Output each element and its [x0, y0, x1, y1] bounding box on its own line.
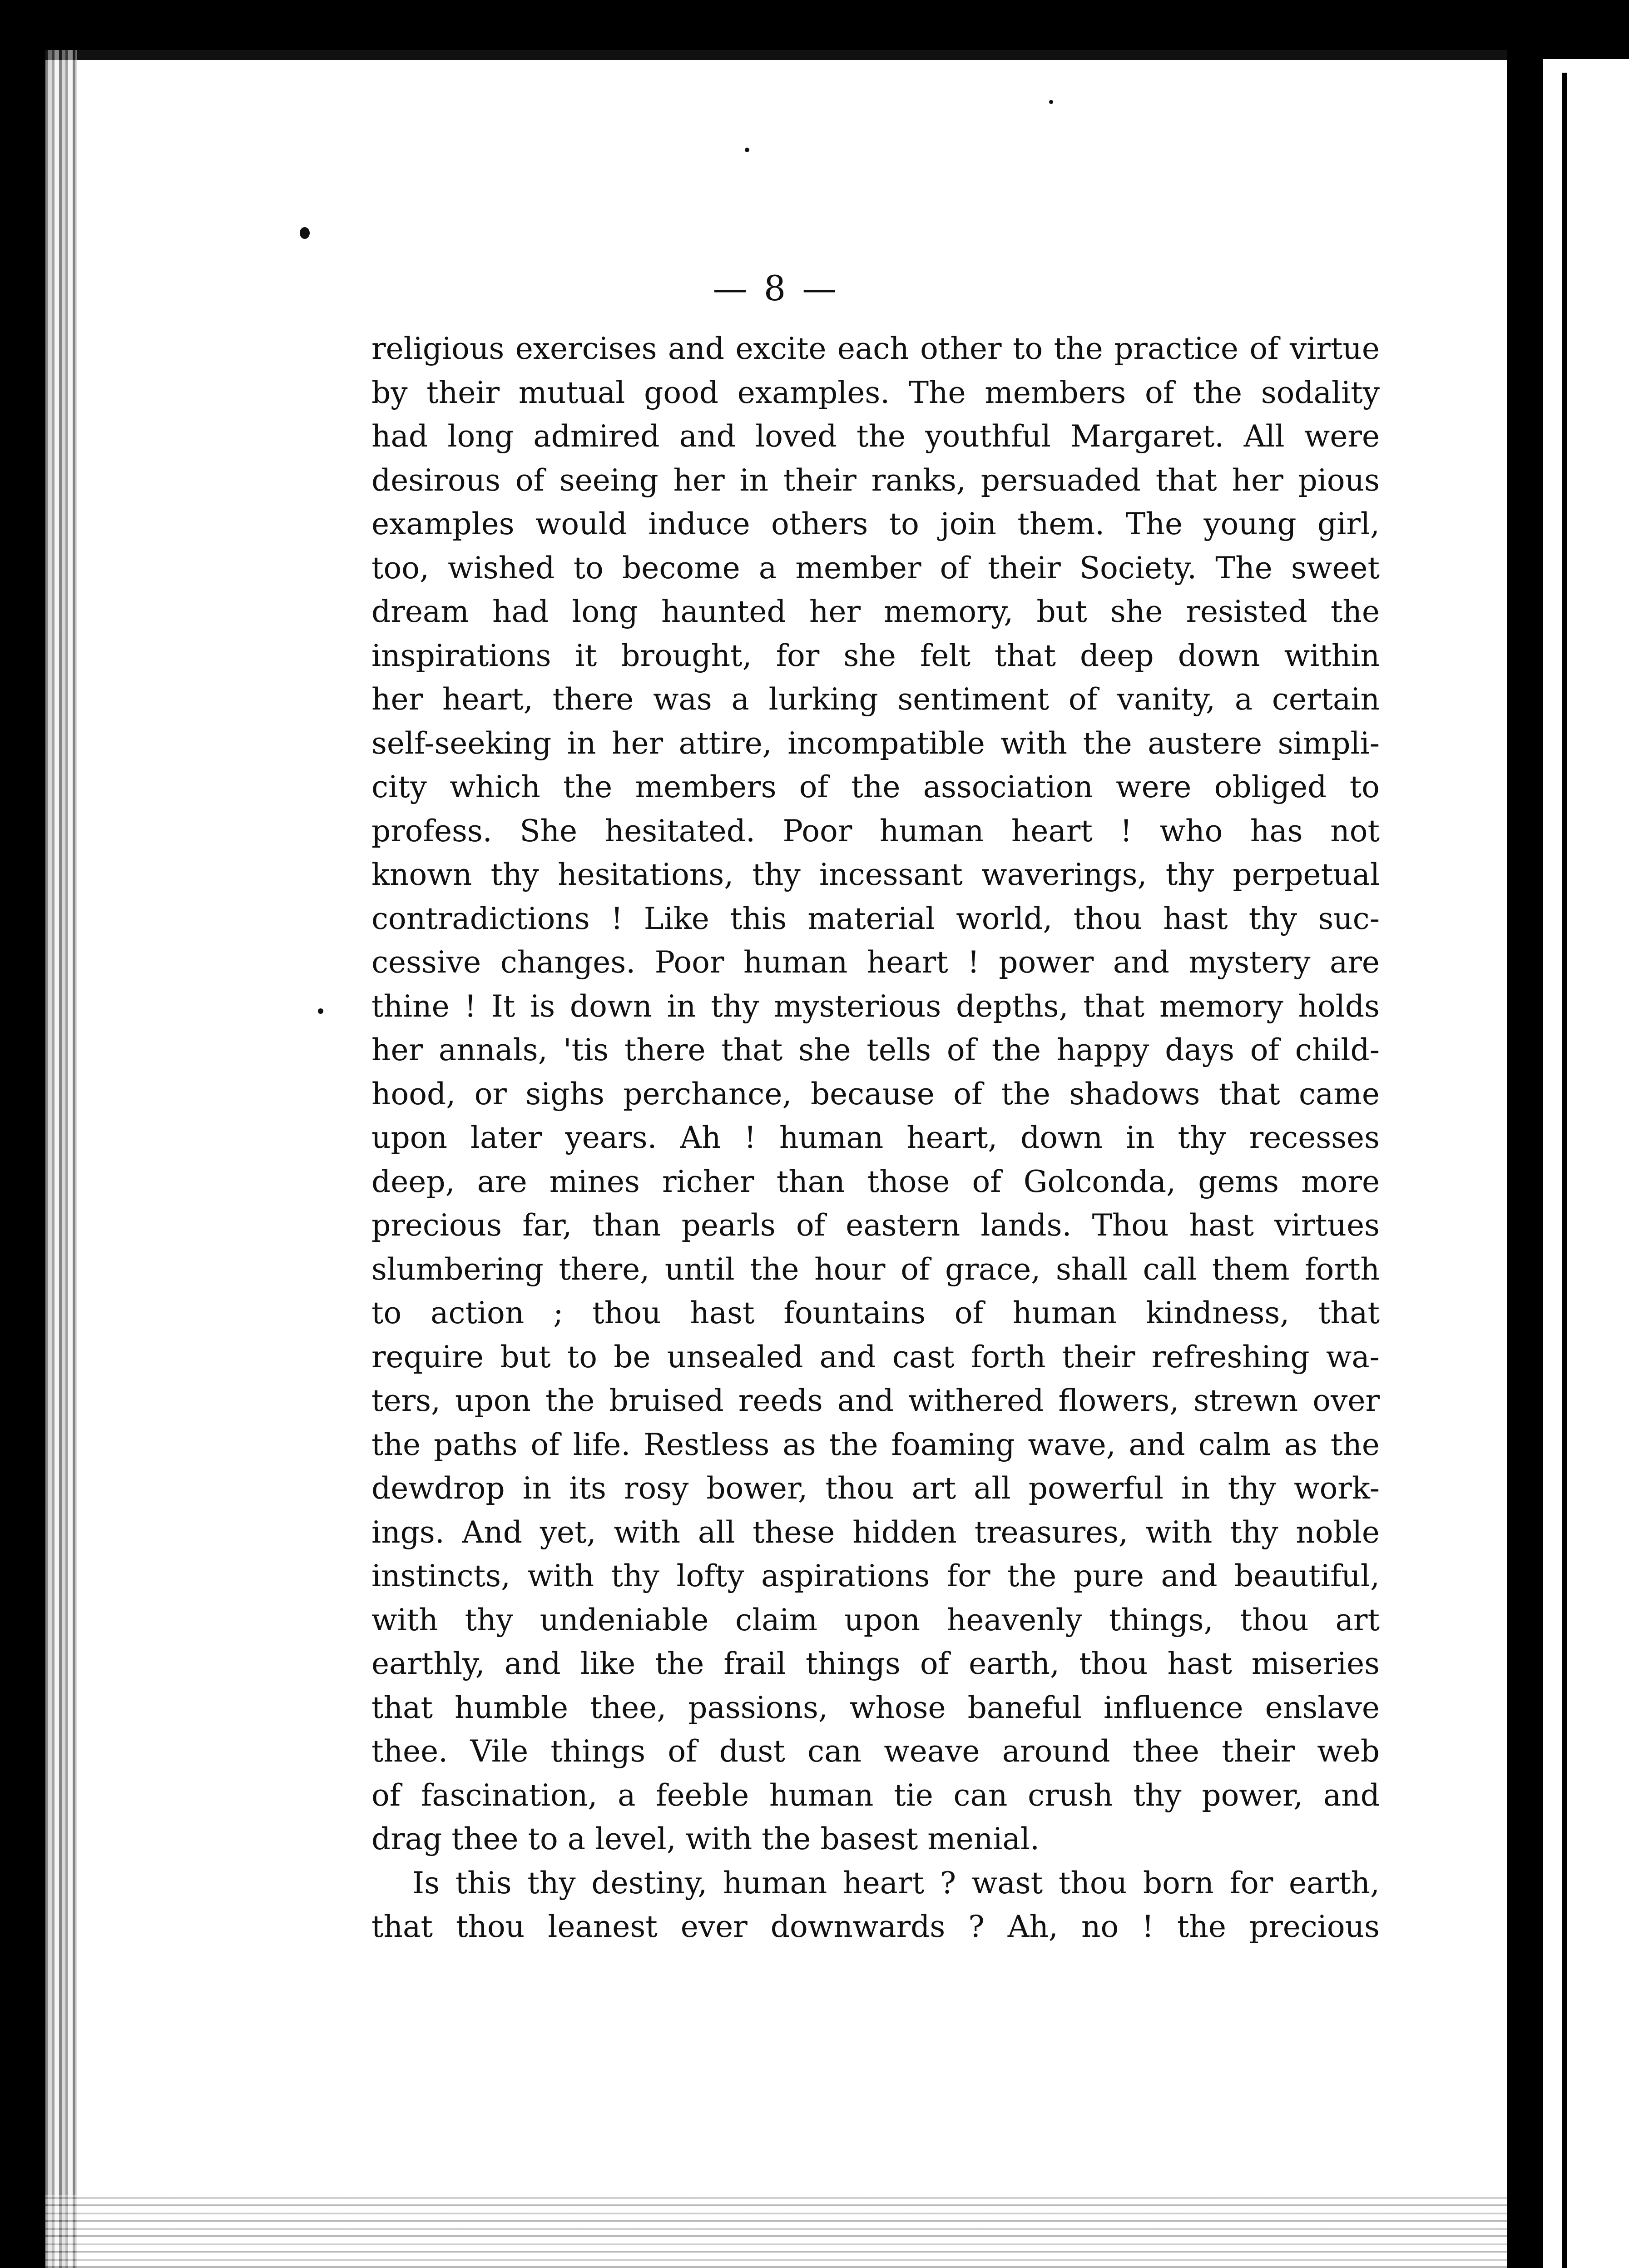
text-line: Is this thy destiny, human heart ? wast thou born for earth,	[412, 1865, 1380, 1901]
adjacent-page-strip	[1543, 59, 1629, 2268]
text-line: thee. Vile things of dust can weave around thee their web	[371, 1734, 1380, 1769]
text-line: desirous of seeing her in their ranks, persuaded that her pious	[371, 462, 1380, 498]
body-text	[371, 327, 1380, 1949]
text-line: cessive changes. Poor human heart ! power and mystery are	[371, 945, 1380, 980]
text-line: precious far, than pearls of eastern lands. Thou hast virtues	[371, 1208, 1380, 1243]
text-line: contradictions ! Like this material world, thou hast thy suc-	[371, 901, 1380, 936]
text-line: known thy hesitations, thy incessant waverings, thy perpetual	[371, 857, 1380, 892]
scan-speck	[1049, 100, 1053, 104]
text-line: self-seeking in her attire, incompatible with the austere simpli-	[371, 725, 1380, 761]
text-line: slumbering there, until the hour of grace, shall call them forth	[371, 1251, 1380, 1287]
text-line: by their mutual good examples. The members of the sodality	[371, 375, 1380, 410]
text-line: upon later years. Ah ! human heart, down in thy recesses	[371, 1120, 1380, 1155]
page-top-edge	[45, 50, 1507, 60]
text-line: inspirations it brought, for she felt that deep down within	[371, 638, 1380, 673]
text-line: thine ! It is down in thy mysterious depths, that memory holds	[371, 988, 1380, 1024]
text-line: drag thee to a level, with the basest menial.	[371, 1821, 1040, 1856]
text-line: her annals, 'tis there that she tells of the happy days of child-	[371, 1032, 1380, 1067]
text-line: earthly, and like the frail things of earth, thou hast miseries	[371, 1646, 1380, 1681]
page-bottom-edge	[45, 2195, 1507, 2268]
text-line: with thy undeniable claim upon heavenly things, thou art	[371, 1602, 1380, 1638]
text-line: city which the members of the association were obliged to	[371, 769, 1380, 804]
text-line: too, wished to become a member of their Society. The sweet	[371, 550, 1380, 586]
text-line: deep, are mines richer than those of Golconda, gems more	[371, 1164, 1380, 1199]
scan-speck	[300, 227, 310, 239]
text-line: to action ; thou hast fountains of human kindness, that	[371, 1295, 1380, 1330]
text-line: the paths of life. Restless as the foaming wave, and calm as the	[371, 1427, 1380, 1462]
text-line: religious exercises and excite each other to the practice of virtue	[371, 331, 1380, 366]
text-line: ings. And yet, with all these hidden treasures, with thy noble	[371, 1514, 1380, 1550]
book-page	[45, 50, 1507, 2268]
text-line: instincts, with thy lofty aspirations for the pure and beautiful,	[371, 1558, 1380, 1593]
text-line: of fascination, a feeble human tie can crush thy power, and	[371, 1777, 1380, 1813]
text-line: had long admired and loved the youthful Margaret. All were	[371, 419, 1380, 454]
text-line: dewdrop in its rosy bower, thou art all powerful in thy work-	[371, 1471, 1380, 1506]
adjacent-page-edge	[1562, 73, 1567, 2268]
scan-speck	[745, 148, 749, 152]
text-line: dream had long haunted her memory, but she resisted the	[371, 594, 1380, 629]
text-line: profess. She hesitated. Poor human heart ! who has not	[371, 813, 1380, 849]
text-line: her heart, there was a lurking sentiment of vanity, a certain	[371, 682, 1380, 717]
text-line: ters, upon the bruised reeds and withered flowers, strewn over	[371, 1383, 1380, 1418]
text-line: that humble thee, passions, whose baneful influence enslave	[371, 1690, 1380, 1725]
scan-border-right	[1507, 59, 1543, 2268]
text-line: require but to be unsealed and cast forth their refreshing wa-	[371, 1339, 1380, 1375]
text-line: that thou leanest ever downwards ? Ah, no ! the precious	[371, 1909, 1380, 1944]
scan-speck	[318, 1008, 323, 1014]
page-number: — 8 —	[713, 268, 840, 308]
text-line: hood, or sighs perchance, because of the shadows that came	[371, 1076, 1380, 1112]
page-binding-edge	[45, 50, 77, 2268]
text-line: examples would induce others to join them. The young girl,	[371, 506, 1380, 541]
